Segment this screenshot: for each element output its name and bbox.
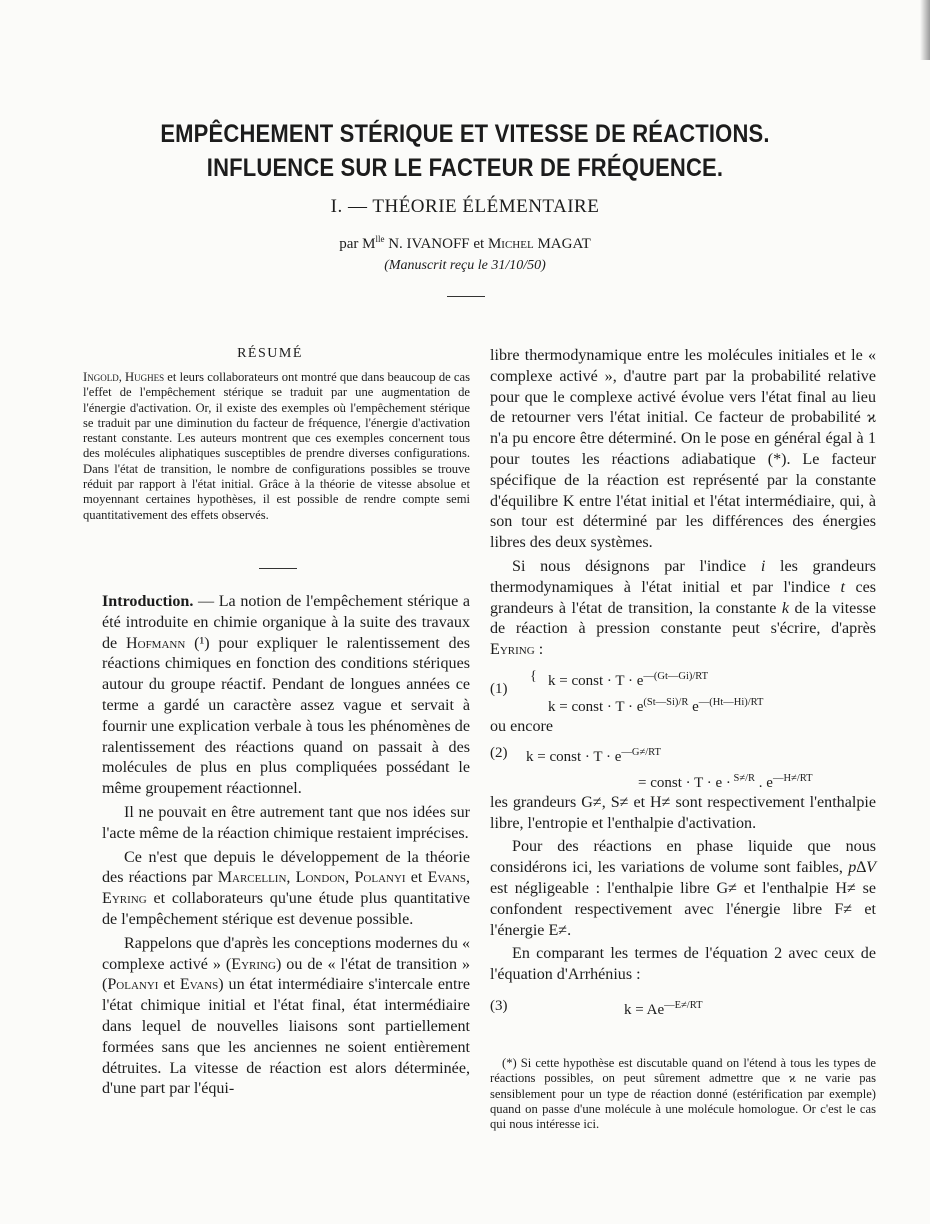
- eq2b-expression: [638, 769, 813, 794]
- p3-comma-3: ,: [465, 869, 470, 887]
- rp2-c: ces grandeurs à l'état de transition, la constante: [490, 578, 876, 617]
- equation-1-number: (1): [490, 680, 508, 697]
- right-paragraph-2: [490, 557, 876, 661]
- equation-1-brace: {: [530, 668, 537, 684]
- manuscript-received-date: (Manuscrit reçu le 31/10/50): [384, 258, 546, 273]
- resume-divider: [259, 568, 297, 569]
- eq3-exponent: —E≠/RT: [664, 999, 703, 1011]
- intro-text-b: (¹) pour expliquer le ralentissement des réactions chimiques en fonction des conditions stériques autour du groupe réactif. Pendant de longues années ce terme a gardé un caractère assez vague et servait à fournir une explication verbale à tous les phénomènes de ralentissement des réactions quand on passait à des molécules de plus en plus compliquées possédant le même groupement réactionnel.: [102, 634, 470, 798]
- p3-comma-2: ,: [345, 869, 355, 887]
- name-polanyi-2: Polanyi: [107, 976, 159, 994]
- eq1b-lhs: k = const · T · e: [548, 698, 644, 715]
- equation-3-number: (3): [490, 997, 508, 1014]
- name-hofmann: Hofmann: [126, 634, 186, 652]
- p4-text-a: Rappelons que d'après les conceptions modernes du « complexe activé » (: [102, 934, 470, 973]
- eq2a-lhs: k = const · T · e: [526, 748, 622, 765]
- footnote: [490, 1056, 876, 1135]
- p3-text-a: Ce n'est que depuis le développement de la théorie des réactions par: [102, 848, 470, 887]
- eq1a-exponent: —(Gt—Gi)/RT: [643, 670, 709, 682]
- author-magat-last: MAGAT: [533, 236, 591, 252]
- author-magat-first: Michel: [487, 236, 534, 252]
- eq1b-exponent-1: (St—Si)/R: [643, 696, 689, 708]
- equation-2a: [490, 741, 876, 767]
- eq1b-expression: [548, 693, 763, 718]
- name-london: London: [295, 869, 346, 887]
- p4-et: et: [158, 976, 180, 994]
- name-eyring-2: Eyring: [231, 955, 276, 973]
- article-title-line-2: INFLUENCE SUR LE FACTEUR DE FRÉQUENCE.: [206, 154, 724, 182]
- name-marcellin: Marcellin: [217, 869, 287, 887]
- eq2b-exponent-1: S≠/R: [730, 772, 756, 784]
- eq1a-expression: [548, 667, 708, 692]
- symbol-k: k: [781, 599, 789, 617]
- p3-text-b: et collaborateurs qu'une étude plus quantitative de l'empêchement stérique est devenue possible.: [102, 890, 470, 928]
- title-divider: [447, 296, 485, 297]
- index-i: i: [760, 557, 766, 575]
- rp2-b: les grandeurs thermodynamiques à l'état initial et par l'indice: [490, 557, 876, 596]
- eq2b-mid: . e: [755, 774, 773, 791]
- article-title-line-1: EMPÊCHEMENT STÉRIQUE ET VITESSE DE RÉACTIONS.: [160, 120, 770, 148]
- resume-sep: ,: [118, 370, 126, 384]
- equation-1a: [490, 665, 876, 691]
- right-paragraph-1: libre thermodynamique entre les molécules initiales et le « complexe activé », d'autre part par la probabilité relative pour que le complexe activé évolue vers l'état final au lieu de retourner vers l'état initial. Ce facteur de probabilité ϰ n'a pu encore être déterminé. On le pose en général égal à 1 pour toutes les réactions adiabatique (*). Le facteur spécifique de la réaction est représenté par la constante d'équilibre K entre l'état initial et l'état intermédiaire, qui, à son tour est déterminé par les différences des énergies libres des deux systèmes.: [490, 347, 876, 552]
- rp4-b: est négligeable : l'enthalpie libre G≠ et l'enthalpie H≠ se confondent respectivement avec l'énergie libre F≠ et l'énergie E≠.: [490, 879, 876, 939]
- resume-heading: RÉSUMÉ: [237, 346, 303, 361]
- article-subtitle: I. — THÉORIE ÉLÉMENTAIRE: [330, 196, 600, 217]
- resume-name-hughes: Hughes: [125, 370, 165, 384]
- eq2a-expression: [526, 743, 661, 768]
- authors-par: par M: [339, 236, 376, 252]
- resume-abstract: [83, 370, 470, 523]
- eq1b-mid: e: [688, 698, 699, 715]
- eq3-expression: [624, 996, 703, 1021]
- resume-name-ingold: Ingold: [83, 370, 119, 384]
- right-paragraph-4: [490, 837, 876, 941]
- intro-paragraph: [102, 592, 470, 800]
- p4-text-c: ) un état intermédiaire s'intercale entre l'état chimique initial et l'état final, état intermédiaire dans lequel de nouvelles liaisons sont partiellement formées sans que les anciennes ne soient entièrement détruites. La vitesse de réaction est alors déterminée, d'une part par l'équi-: [102, 976, 470, 1098]
- eq2a-exponent: —G≠/RT: [621, 746, 661, 758]
- name-evans-2: Evans: [179, 976, 219, 994]
- paragraph-4: [102, 934, 470, 1100]
- right-column: [490, 346, 876, 1020]
- authors-lle: lle: [375, 234, 385, 244]
- equation-3: [490, 994, 876, 1020]
- p4-text-b: ) ou de « l'état de transition » (: [102, 955, 470, 994]
- equation-2-number: (2): [490, 744, 508, 761]
- author-line: [0, 234, 930, 253]
- equation-2b: [490, 767, 876, 793]
- rp4-a: Pour des réactions en phase liquide que nous considérons ici, les variations de volume sont faibles,: [490, 838, 876, 877]
- symbol-pdv: p∆V: [848, 859, 876, 877]
- eq1a-lhs: k = const · T · e: [548, 672, 644, 689]
- rp2-a: Si nous désignons par l'indice: [512, 557, 761, 575]
- p3-et: et: [405, 869, 428, 887]
- right-paragraph-5: En comparant les termes de l'équation 2 avec ceux de l'équation d'Arrhénius :: [490, 945, 876, 984]
- name-eyring: Eyring: [102, 890, 147, 908]
- author-ivanoff: N. IVANOFF et: [384, 236, 488, 252]
- paragraph-3: [102, 848, 470, 931]
- name-evans: Evans: [427, 869, 466, 887]
- intro-text-a: — La notion de l'empêchement stérique a été introduite en chimie organique à la suite des travaux de: [102, 593, 470, 652]
- ou-encore: ou encore: [490, 717, 553, 735]
- paragraph-2: Il ne pouvait en être autrement tant que nos idées sur l'acte même de la réaction chimique restaient imprécises.: [102, 803, 470, 842]
- resume-text: et leurs collaborateurs ont montré que dans beaucoup de cas l'effet de l'empêchement stérique se traduit par une augmentation de l'énergie d'activation. Or, il existe des exemples où l'empêchement stérique se traduit par une diminution du facteur de fréquence, l'énergie d'activation restant constante. Les auteurs montrent que ces exemples concernent tous des molécules aliphatiques susceptibles de prendre diverses configurations. Dans l'état de transition, le nombre de configurations possibles se trouve réduit par rapport à l'état initial. Grâce à la théorie de vitesse absolue et moyennant certaines hypothèses, il est possible de rendre compte semi quantitativement des effets observés.: [83, 370, 471, 522]
- index-t: t: [840, 578, 846, 596]
- left-column: [102, 592, 470, 1103]
- eq2b-exponent-2: —H≠/RT: [772, 772, 813, 784]
- rp2-e: :: [534, 641, 544, 659]
- eq2b-lhs: = const · T · e ·: [638, 774, 731, 791]
- scan-edge-shadow: [920, 0, 930, 60]
- eq3-lhs: k = Ae: [624, 1001, 665, 1018]
- intro-label: Introduction.: [102, 593, 194, 610]
- footnote-text: (*) Si cette hypothèse est discutable quand on l'étend à tous les types de réactions possibles, on peut sûrement admettre que ϰ ne varie pas sensiblement pour un type de réaction donné (estérification par exemple) quand on passe d'une molécule à une molécule homologue. Or c'est le cas qui nous intéresse ici.: [490, 1056, 876, 1132]
- right-paragraph-3: les grandeurs G≠, S≠ et H≠ sont respectivement l'enthalpie libre, l'entropie et l'enthalpie d'activation.: [490, 793, 876, 832]
- p3-comma-1: ,: [286, 869, 296, 887]
- name-eyring-3: Eyring: [490, 641, 535, 659]
- eq1b-exponent-2: —(Ht—Hi)/RT: [698, 696, 764, 708]
- rp2-d: de la vitesse de réaction à pression constante peut s'écrire, d'après: [490, 599, 876, 638]
- name-polanyi: Polanyi: [354, 869, 406, 887]
